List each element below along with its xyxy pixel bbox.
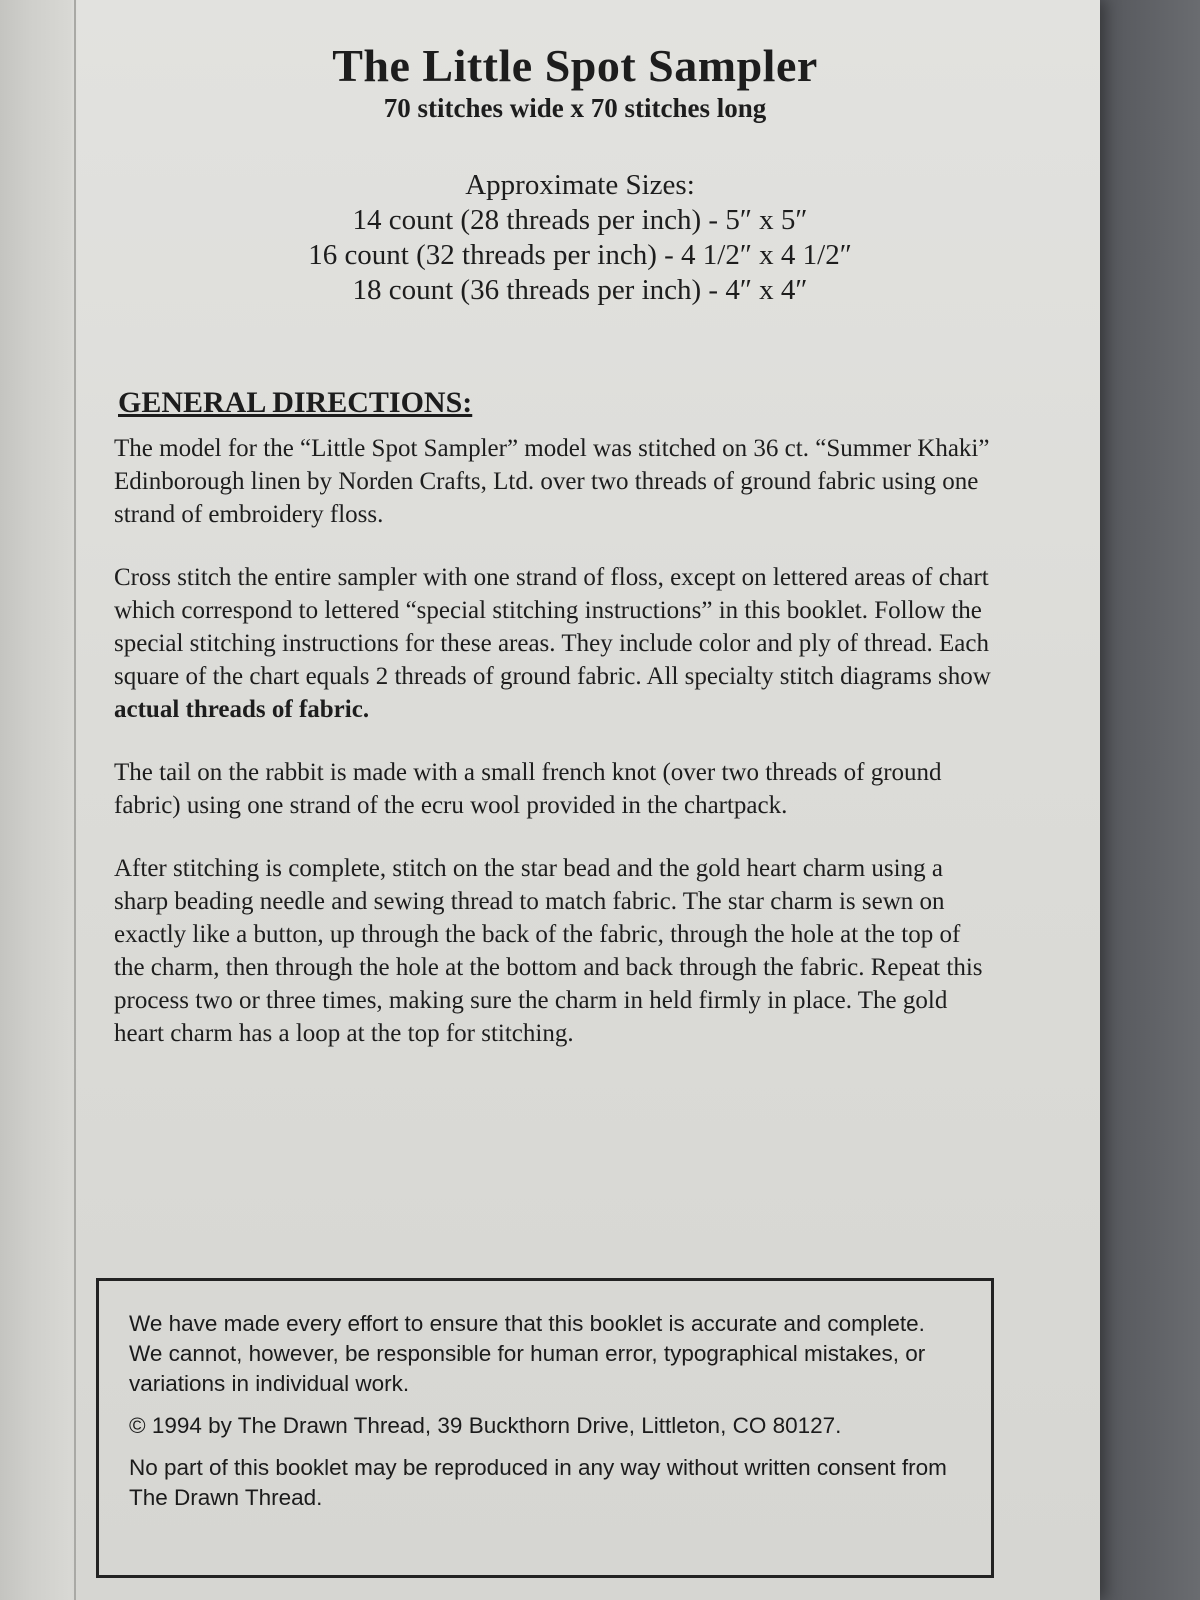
directions-paragraph-model: The model for the “Little Spot Sampler” model was stitched on 36 ct. “Summer Khaki” Edinborough linen by Norden Crafts, Ltd. over two threads of ground fabric using one strand of embroidery floss. [114,435,990,528]
actual-threads-emphasis: actual threads of fabric. [114,696,370,723]
copyright-text: © 1994 by The Drawn Thread, 39 Buckthorn Drive, Littleton, CO 80127. [129,1413,842,1438]
approximate-sizes-block [100,168,1020,308]
page-fold-line [74,0,76,1600]
sizes-heading: Approximate Sizes: [465,169,695,201]
disclaimer-text: We have made every effort to ensure that this booklet is accurate and complete. We cannot, however, be responsible for human error, typographical mistakes, or variations in individual work. [129,1311,926,1396]
directions-paragraph-charms: After stitching is complete, stitch on the star bead and the gold heart charm using a sharp beading needle and sewing thread to match fabric. The star charm is sewn on exactly like a button, up through the back of the fabric, through the hole at the top of the charm, then through the hole at the bottom and back through the fabric. Repeat this process two or three times, making sure the charm in held firmly in place. The gold heart charm has a loop at the top for stitching. [114,855,983,1047]
rights-text: No part of this booklet may be reproduced in any way without written consent from The Drawn Thread. [129,1455,947,1510]
page-title: The Little Spot Sampler [332,40,818,91]
cross-stitch-text: Cross stitch the entire sampler with one strand of floss, except on lettered areas of chart which correspond to lettered “special stitching instructions” in this booklet. Follow the special stitching instructions for these areas. They include color and ply of thread. Each square of the chart equals 2 threads of ground fabric. All specialty stitch diagrams show [114,564,991,690]
page-content [100,40,1020,1080]
directions-paragraph-cross-stitch [114,561,994,726]
page-subtitle: 70 stitches wide x 70 stitches long [383,93,767,123]
disclaimer-box [96,1278,994,1578]
size-line-18-count: 18 count (36 threads per inch) - 4″ x 4″ [352,274,808,306]
size-line-16-count: 16 count (32 threads per inch) - 4 1/2″ x 4 1/2″ [308,239,852,271]
general-directions-heading: GENERAL DIRECTIONS: [118,386,473,419]
page-gutter-shadow [0,0,78,1600]
size-line-14-count: 14 count (28 threads per inch) - 5″ x 5″ [352,204,808,236]
directions-paragraph-rabbit-tail: The tail on the rabbit is made with a small french knot (over two threads of ground fabric) using one strand of the ecru wool provided in the chartpack. [114,759,942,819]
